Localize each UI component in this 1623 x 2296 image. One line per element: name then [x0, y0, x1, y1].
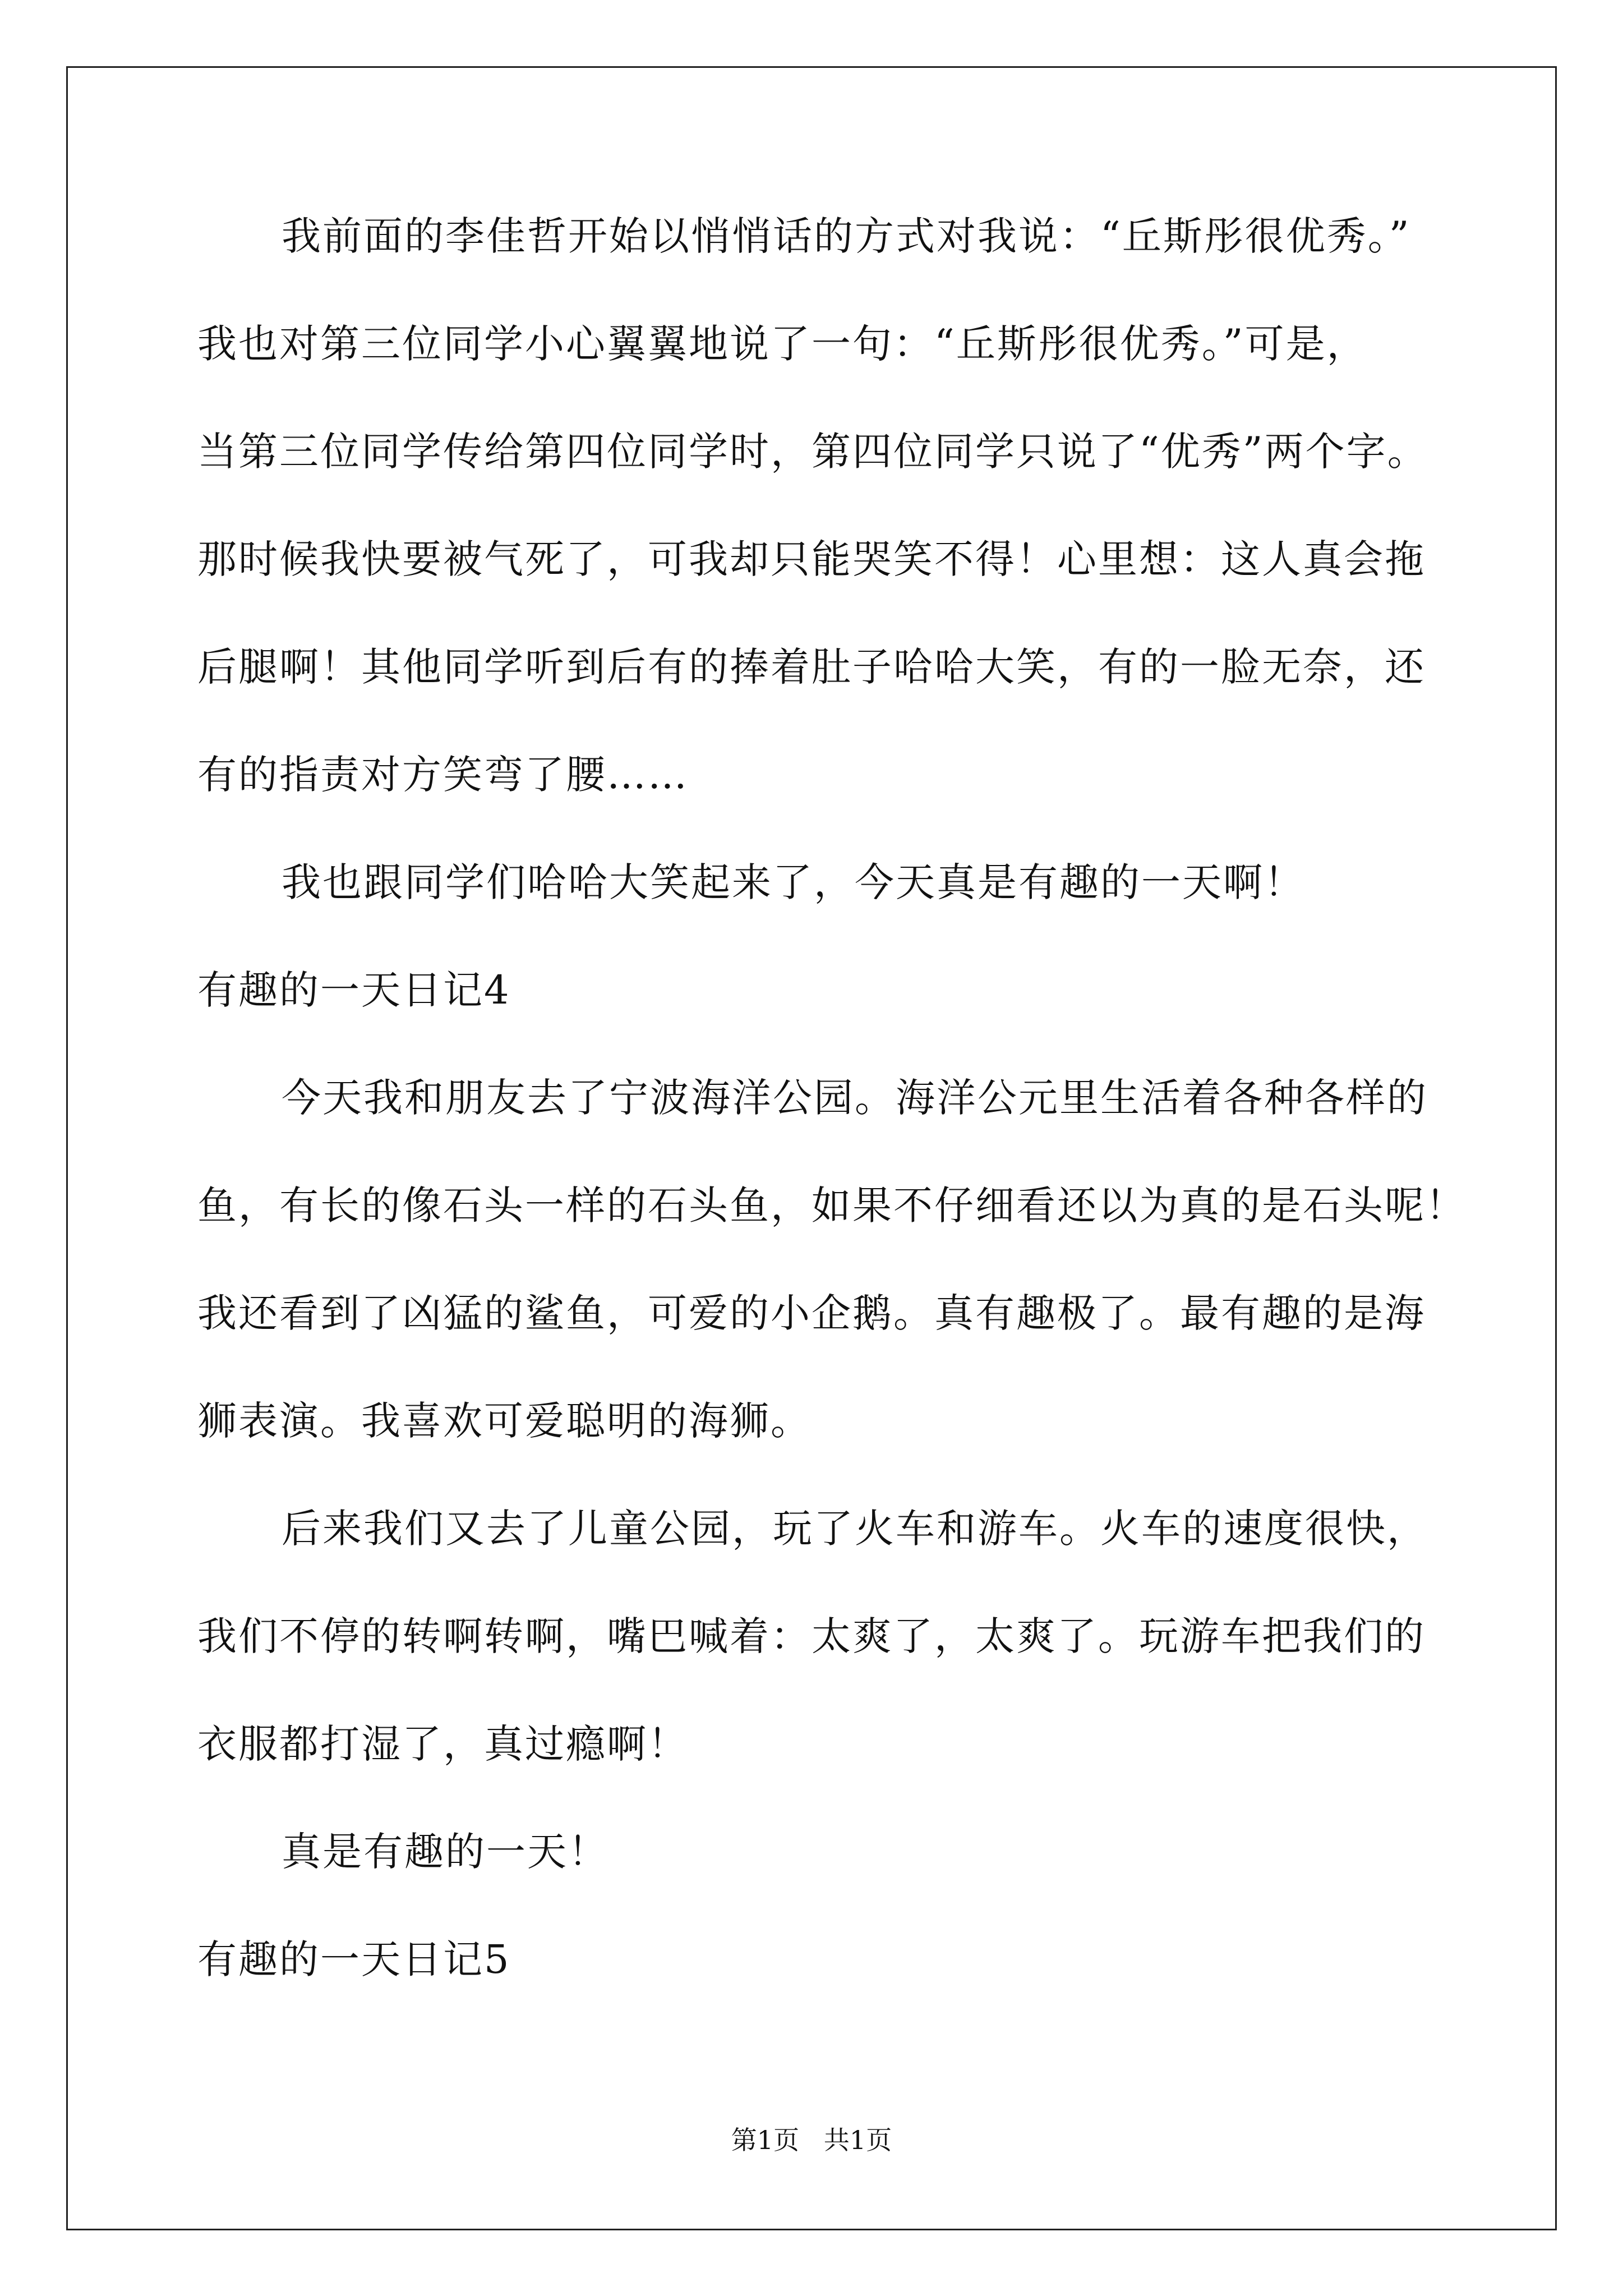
- paragraph-1-line-3: 当第三位同学传给第四位同学时，第四位同学只说了“优秀”两个字。: [197, 429, 1428, 475]
- paragraph-4-line-3: 衣服都打湿了，真过瘾啊！: [197, 1721, 689, 1767]
- section-heading-diary-5: 有趣的一天日记5: [197, 1936, 511, 1982]
- paragraph-2-line-1: 我也跟同学们哈哈大笑起来了，今天真是有趣的一天啊！: [282, 859, 1305, 905]
- paragraph-1-line-5: 后腿啊！其他同学听到后有的捧着肚子哈哈大笑，有的一脸无奈，还: [197, 644, 1426, 690]
- paragraph-4-line-2: 我们不停的转啊转啊，嘴巴喊着：太爽了，太爽了。玩游车把我们的: [197, 1613, 1426, 1659]
- paragraph-1-line-4: 那时候我快要被气死了，可我却只能哭笑不得！心里想：这人真会拖: [197, 536, 1426, 582]
- paragraph-5-line-1: 真是有趣的一天！: [282, 1829, 609, 1875]
- section-heading-diary-4: 有趣的一天日记4: [197, 967, 511, 1013]
- paragraph-4-line-1: 后来我们又去了儿童公园，玩了火车和游车。火车的速度很快，: [282, 1506, 1428, 1552]
- page-number-footer: 第1页 共1页: [731, 2125, 892, 2155]
- paragraph-3-line-1: 今天我和朋友去了宁波海洋公园。海洋公元里生活着各种各样的: [282, 1075, 1428, 1121]
- page-border: [66, 66, 1557, 2230]
- paragraph-1-line-1: 我前面的李佳哲开始以悄悄话的方式对我说：“丘斯彤很优秀。”: [282, 213, 1411, 259]
- paragraph-1-line-2: 我也对第三位同学小心翼翼地说了一句：“丘斯彤很优秀。”可是，: [197, 321, 1368, 367]
- paragraph-1-line-6: 有的指责对方笑弯了腰……: [197, 752, 689, 798]
- paragraph-3-line-4: 狮表演。我喜欢可爱聪明的海狮。: [197, 1398, 811, 1444]
- paragraph-3-line-2: 鱼，有长的像石头一样的石头鱼，如果不仔细看还以为真的是石头呢！: [197, 1182, 1467, 1228]
- paragraph-3-line-3: 我还看到了凶猛的鲨鱼，可爱的小企鹅。真有趣极了。最有趣的是海: [197, 1290, 1426, 1336]
